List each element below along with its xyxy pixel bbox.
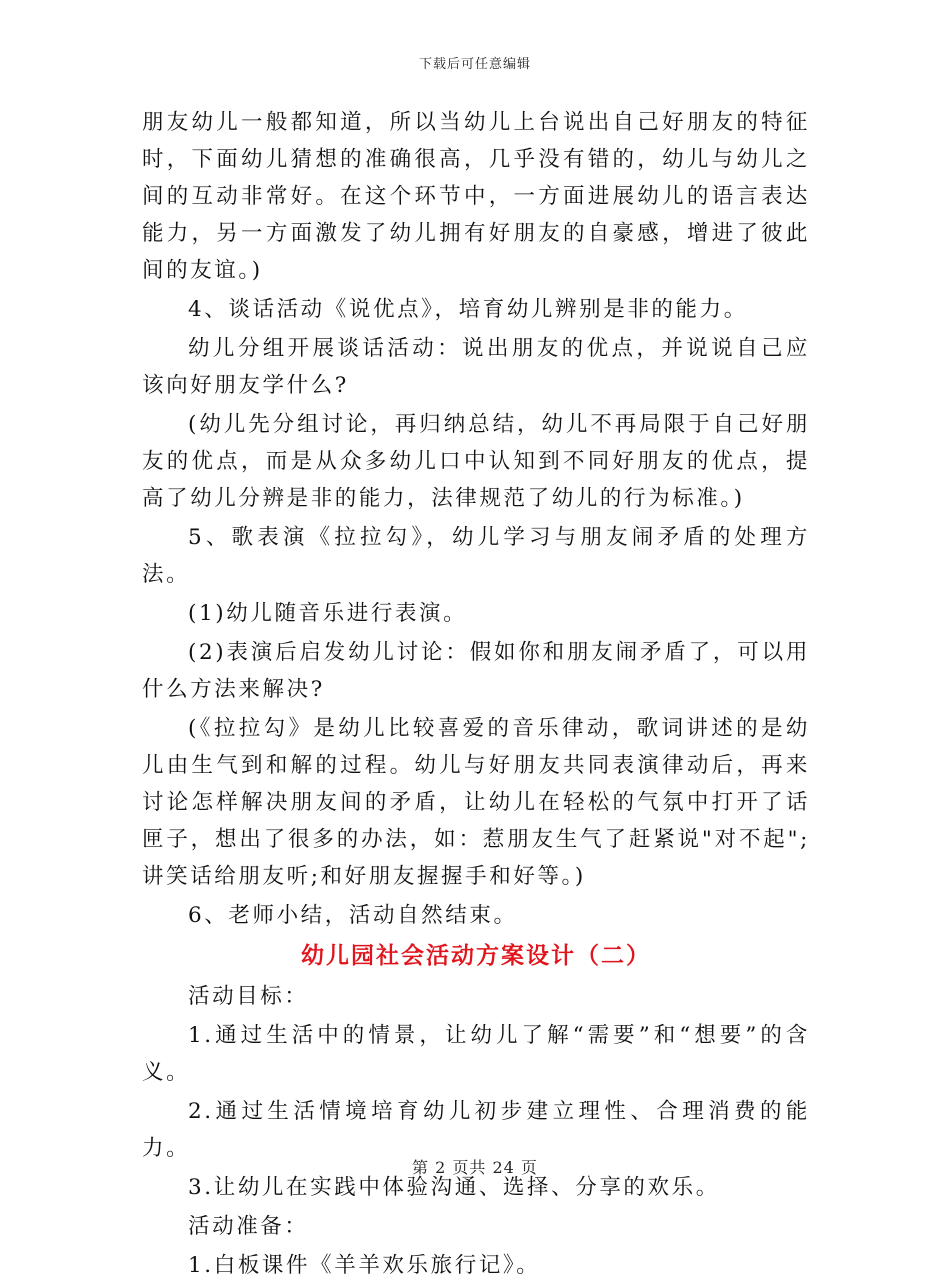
prep-heading: 活动准备：	[188, 1214, 309, 1239]
step-heading: 6、老师小结，活动自然结束。	[188, 903, 518, 928]
paragraph: (《拉拉勾》是幼儿比较喜爱的音乐律动，歌词讲述的是幼儿由生气到和解的过程。幼儿与好朋友共同表演律动后，再来讨论怎样解决朋友间的矛盾，让幼儿在轻松的气氛中打开了话匣子，想出了很多的办法，如：惹朋友生气了赶紧说"对不起";讲笑话给朋友听;和好朋友握握手和好等。)	[142, 716, 810, 889]
document-body	[142, 104, 810, 1284]
goals-heading: 活动目标：	[188, 984, 309, 1009]
goal-item: 2.通过生活情境培育幼儿初步建立理性、合理消费的能力。	[142, 1099, 810, 1161]
goal-item: 1.通过生活中的情景，让幼儿了解“需要”和“想要”的含义。	[142, 1023, 810, 1085]
page-footer: 第 2 页共 24 页	[412, 1158, 538, 1177]
step-heading: 5、歌表演《拉拉勾》，幼儿学习与朋友闹矛盾的处理方法。	[142, 525, 810, 587]
step-heading: 4、谈话活动《说优点》，培育幼儿辨别是非的能力。	[188, 297, 748, 322]
paragraph: 朋友幼儿一般都知道，所以当幼儿上台说出自己好朋友的特征时，下面幼儿猜想的准确很高，几乎没有错的，幼儿与幼儿之间的互动非常好。在这个环节中，一方面进展幼儿的语言表达能力，另一方面激发了幼儿拥有好朋友的自豪感，增进了彼此间的友谊。)	[142, 110, 810, 283]
prep-item: 1.白板课件《羊羊欢乐旅行记》。	[188, 1253, 541, 1278]
goal-item: 3.让幼儿在实践中体验沟通、选择、分享的欢乐。	[188, 1175, 720, 1200]
list-item: (2)表演后启发幼儿讨论：假如你和朋友闹矛盾了，可以用什么方法来解决?	[142, 640, 810, 702]
list-item: (1)幼儿随音乐进行表演。	[188, 601, 468, 626]
paragraph: (幼儿先分组讨论，再归纳总结，幼儿不再局限于自己好朋友的优点，而是从众多幼儿口中认知到不同好朋友的优点，提高了幼儿分辨是非的能力，法律规范了幼儿的行为标准。)	[142, 412, 810, 511]
section-title: 幼儿园社会活动方案设计（二）	[301, 942, 651, 969]
paragraph: 幼儿分组开展谈话活动：说出朋友的优点，并说说自己应该向好朋友学什么?	[142, 336, 810, 398]
page-header: 下载后可任意编辑	[418, 57, 531, 72]
